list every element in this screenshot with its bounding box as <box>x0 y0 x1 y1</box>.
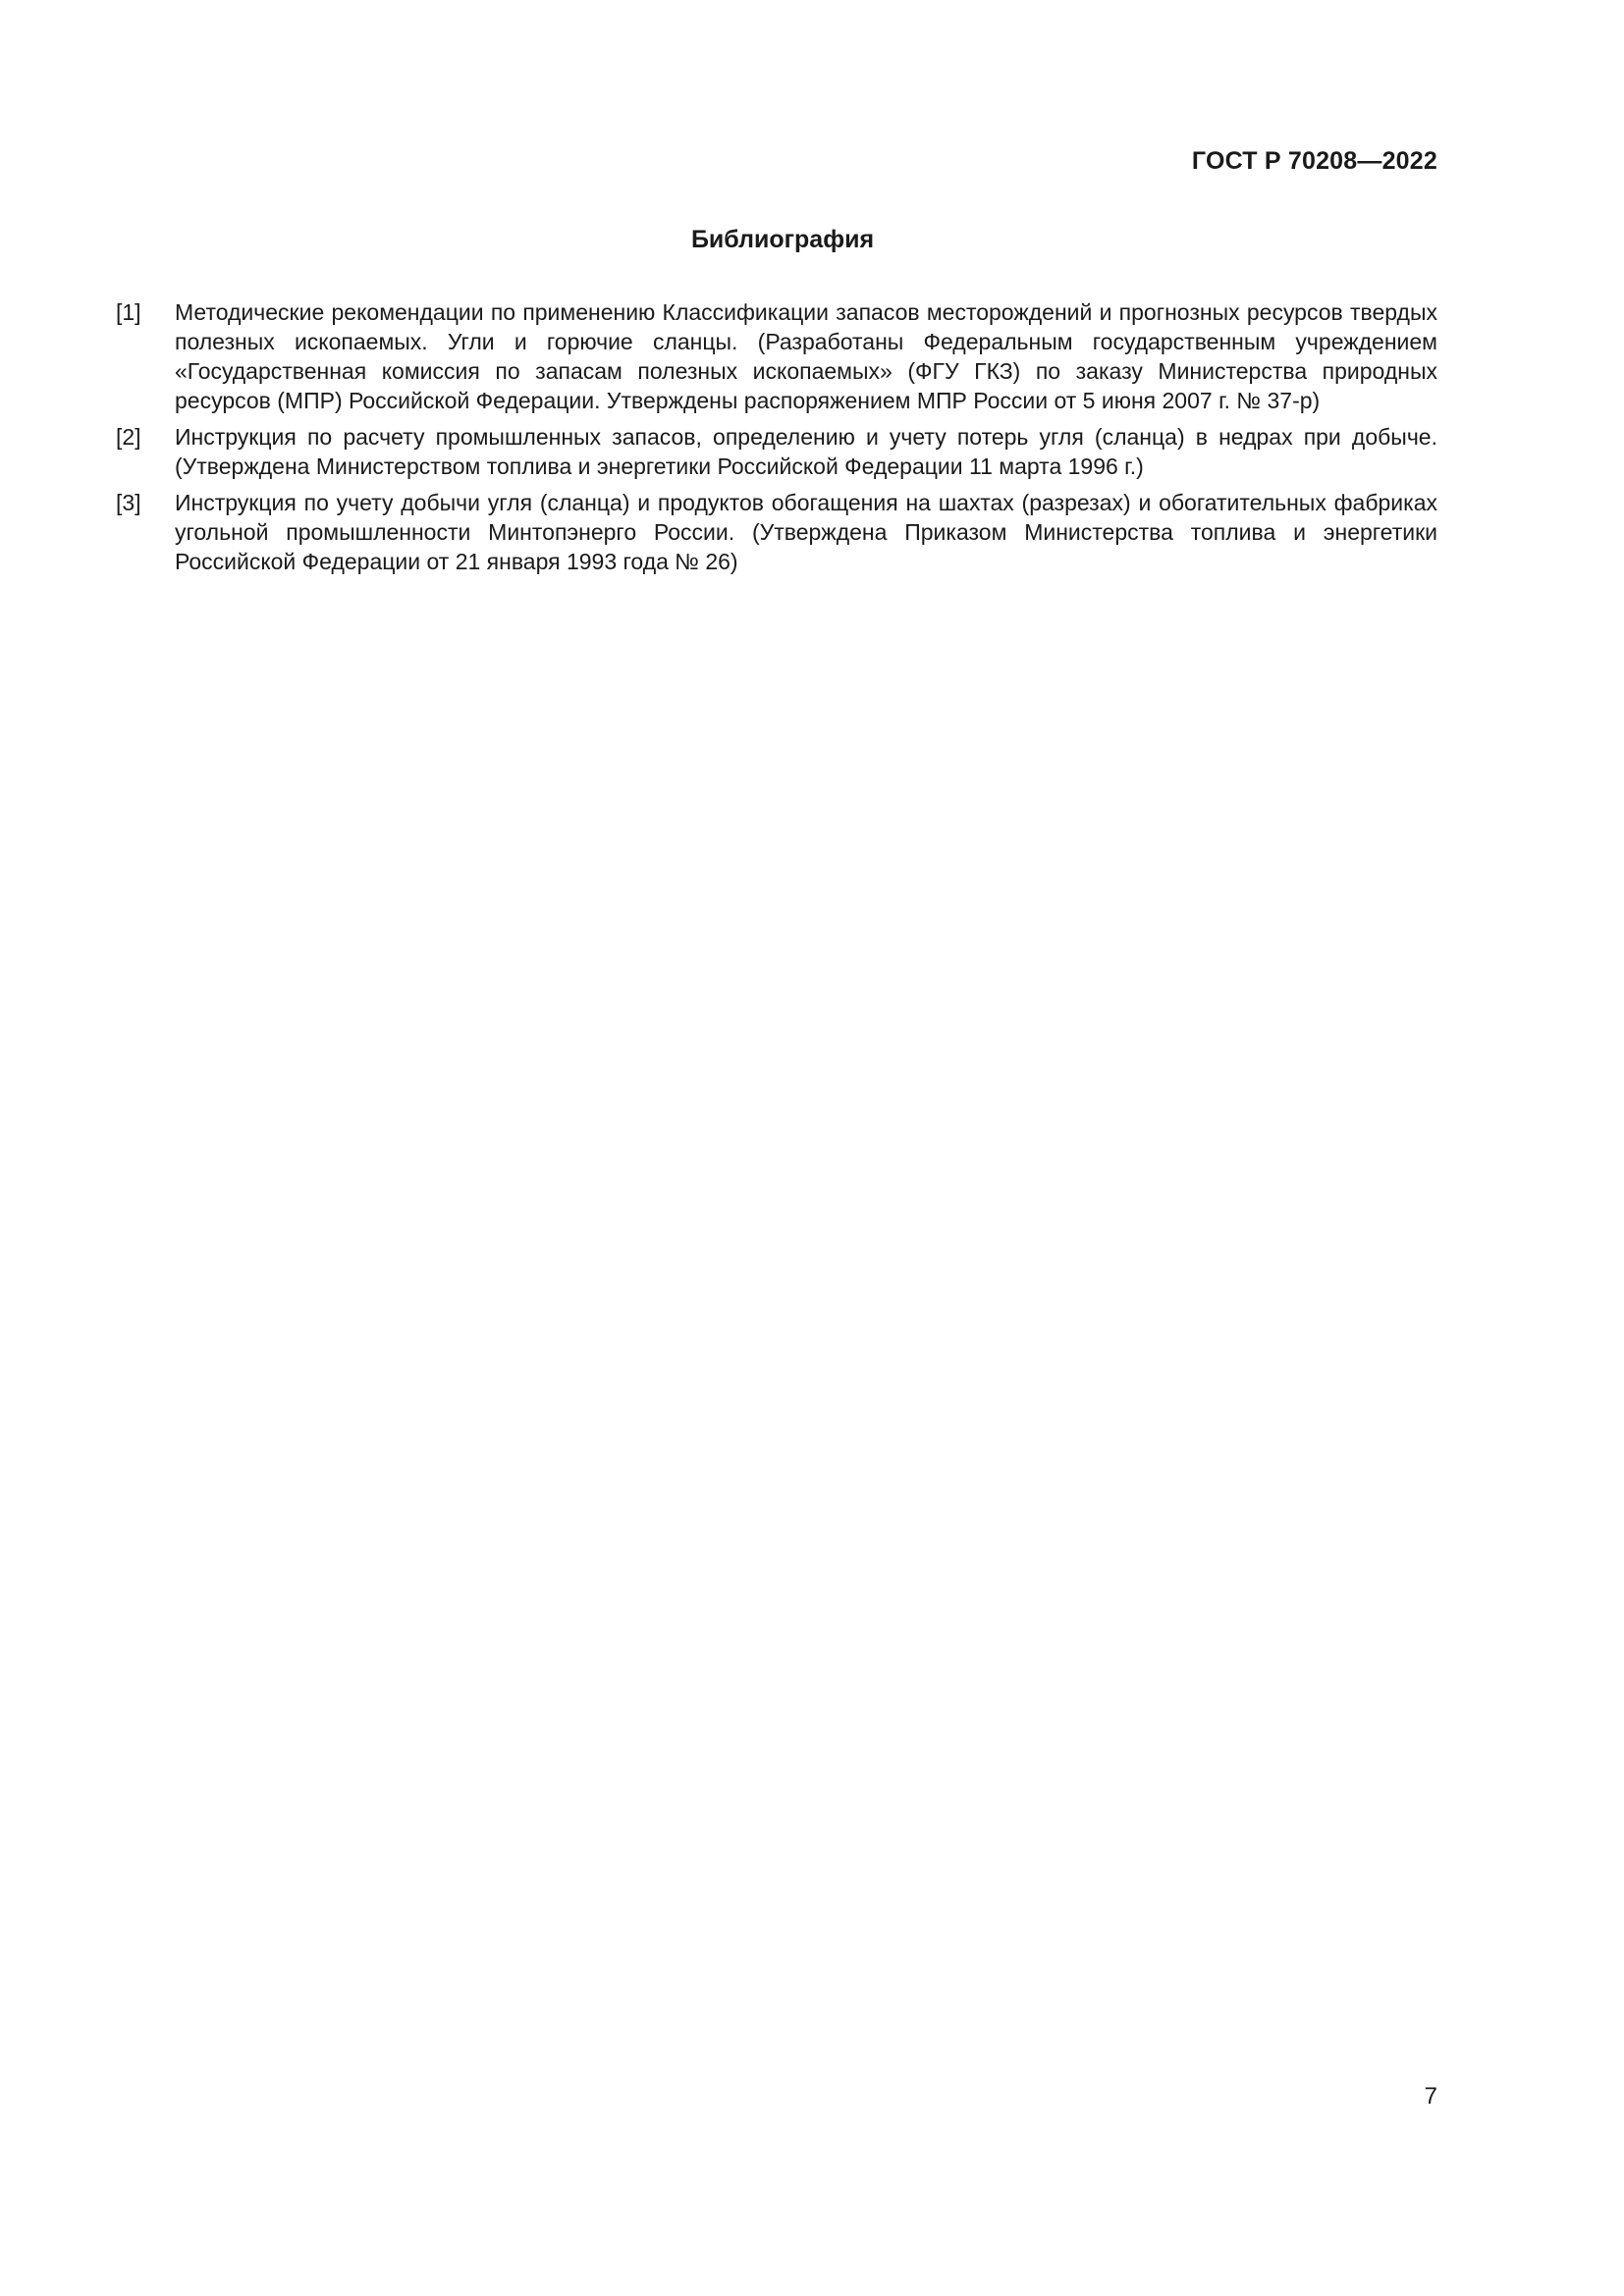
page-number: 7 <box>1424 2083 1437 2109</box>
bibliography-item-text: Методические рекомендации по применению Классификации запасов месторождений и прогнозных ресурсов твердых полезных ископаемых. Угли и горючие сланцы. (Разработаны Федеральным государственным учреждением «Государственная комиссия по запасам полезных ископаемых» (ФГУ ГКЗ) по заказу Министерства природных ресурсов (МПР) Российской Федерации. Утверждены распоряжением МПР России от 5 июня 2007 г. № 37-р) <box>175 299 1437 413</box>
bibliography-item-number: [3] <box>116 490 141 515</box>
bibliography-item <box>116 422 1437 481</box>
document-code: ГОСТ Р 70208—2022 <box>1191 147 1437 175</box>
section-title: Библиография <box>690 226 875 253</box>
bibliography-item-text: Инструкция по расчету промышленных запасов, определению и учету потерь угля (сланца) в недрах при добыче. (Утверждена Министерством топлива и энергетики Российской Федерации 11 марта 1996 г.) <box>175 424 1437 479</box>
bibliography-item <box>116 297 1437 415</box>
bibliography-list <box>116 297 1437 583</box>
bibliography-item-number: [1] <box>116 299 141 325</box>
bibliography-item-text: Инструкция по учету добычи угля (сланца) и продуктов обогащения на шахтах (разрезах) и обогатительных фабриках угольной промышленности Минтопэнерго России. (Утверждена Приказом Министерства топлива и энергетики Российской Федерации от 21 января 1993 года № 26) <box>175 490 1437 574</box>
bibliography-item-number: [2] <box>116 424 141 450</box>
bibliography-item <box>116 488 1437 576</box>
